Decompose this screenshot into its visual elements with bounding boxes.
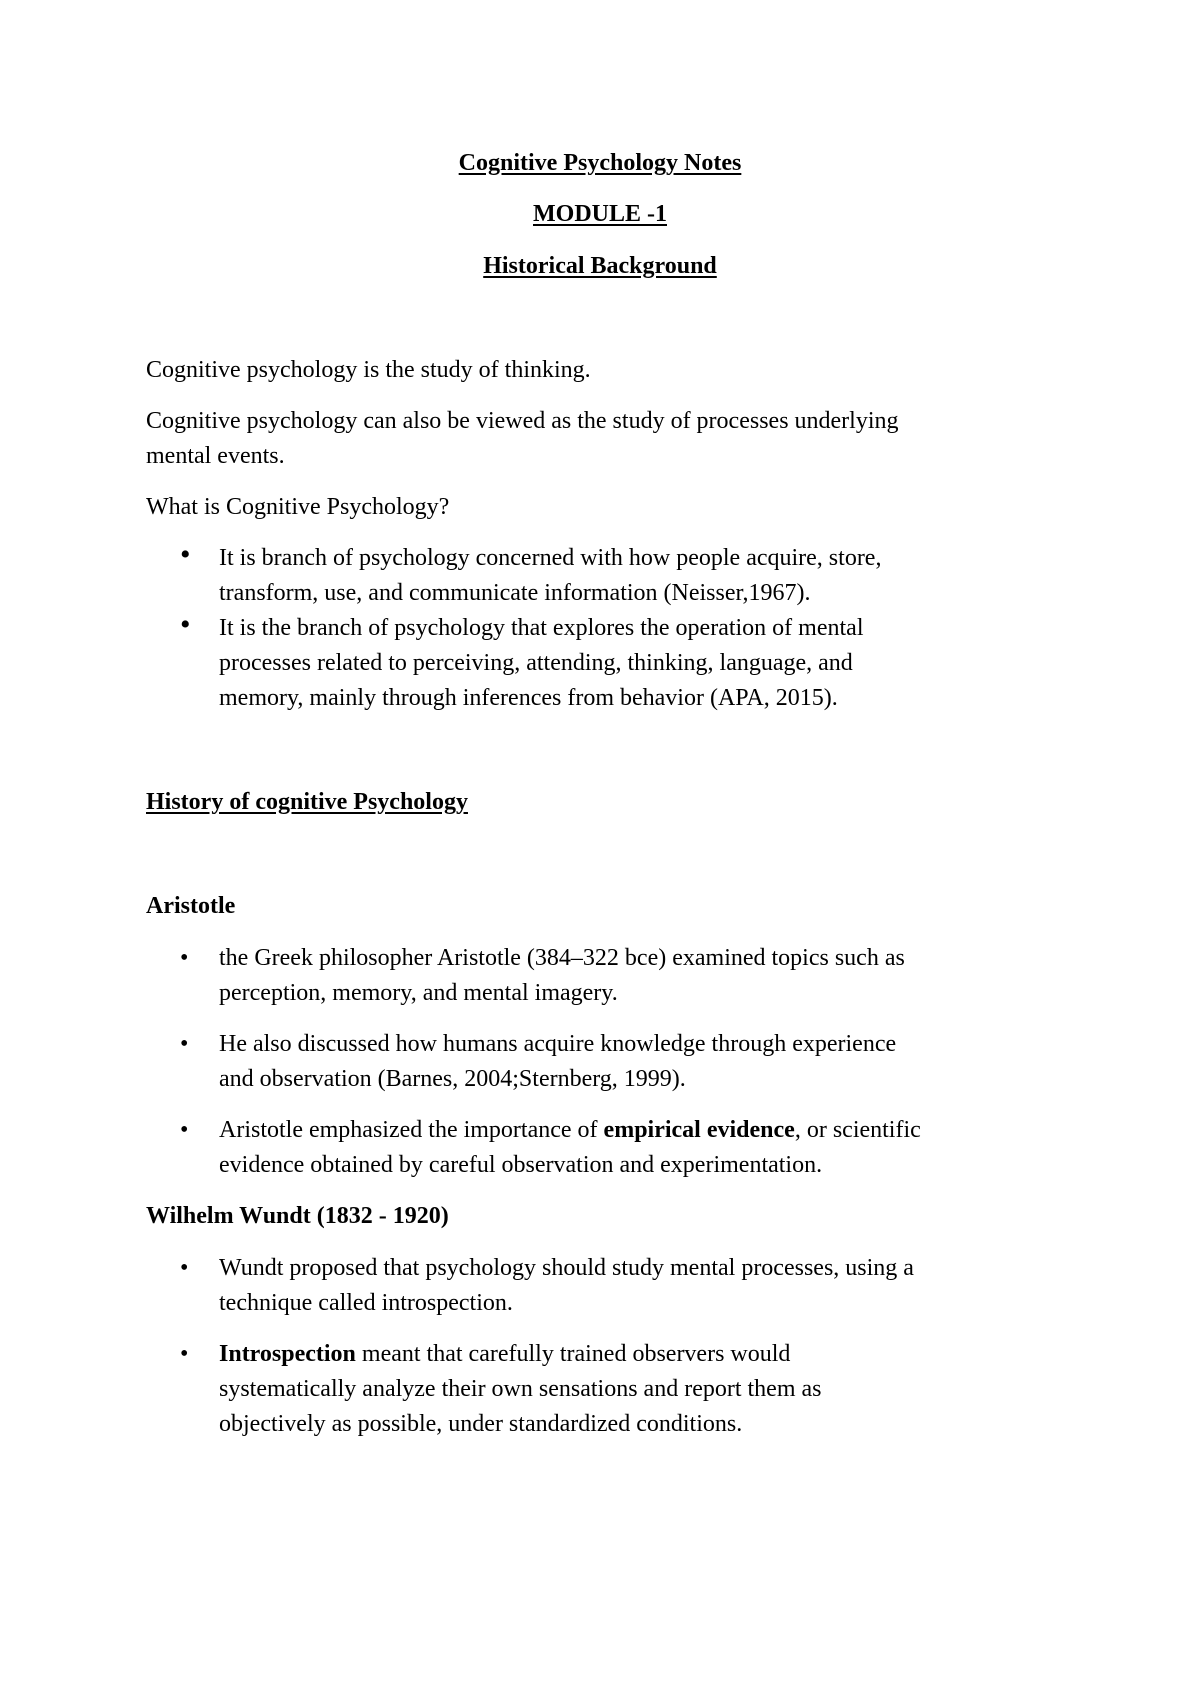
wundt-bullet-1-line-2: technique called introspection. [219, 1290, 513, 1316]
bullet-icon: • [180, 1031, 189, 1057]
bullet-icon: • [180, 538, 191, 571]
intro-bullet-1-line-2: transform, use, and communicate information (Neisser,1967). [219, 580, 811, 606]
aristotle-bullet-3-line-1 [219, 1113, 1079, 1148]
intro-bullet-1-line-1: It is branch of psychology concerned with how people acquire, store, [219, 545, 882, 571]
intro-bullet-2-line-2: processes related to perceiving, attending, thinking, language, and [219, 650, 853, 676]
bullet-icon: • [180, 1255, 189, 1281]
intro-paragraph-2-line-1: Cognitive psychology can also be viewed as the study of processes underlying [146, 408, 899, 434]
module-label: MODULE -1 [533, 201, 667, 227]
wundt-bullet-2-line-3: objectively as possible, under standardized conditions. [219, 1411, 743, 1437]
intro-question: What is Cognitive Psychology? [146, 494, 450, 520]
wundt-bullet-2-line-2: systematically analyze their own sensations and report them as [219, 1376, 822, 1402]
bullet-icon: • [180, 945, 189, 971]
document-title: Cognitive Psychology Notes [458, 150, 742, 176]
wundt-bullet-2-line-1 [219, 1337, 1079, 1372]
bullet-icon: • [180, 1341, 189, 1367]
empirical-evidence-term: empirical evidence [603, 1117, 795, 1143]
intro-paragraph-2-line-2: mental events. [146, 443, 285, 469]
aristotle-bullet-3-line-2: evidence obtained by careful observation and experimentation. [219, 1152, 823, 1178]
aristotle-bullet-1-line-2: perception, memory, and mental imagery. [219, 980, 618, 1006]
wundt-bullet-1-line-1: Wundt proposed that psychology should study mental processes, using a [219, 1255, 914, 1281]
aristotle-bullet-2-line-2: and observation (Barnes, 2004;Sternberg, 1999). [219, 1066, 686, 1092]
aristotle-bullet-1-line-1: the Greek philosopher Aristotle (384–322 bce) examined topics such as [219, 945, 905, 971]
wundt-heading: Wilhelm Wundt (1832 - 1920) [146, 1203, 449, 1229]
bullet-icon: • [180, 608, 191, 641]
intro-paragraph-1: Cognitive psychology is the study of thinking. [146, 357, 591, 383]
intro-bullet-2-line-3: memory, mainly through inferences from behavior (APA, 2015). [219, 685, 838, 711]
aristotle-bullet-3-text-pre: Aristotle emphasized the importance of [219, 1117, 604, 1143]
bullet-icon: • [180, 1117, 189, 1143]
history-heading: History of cognitive Psychology [146, 789, 468, 815]
intro-bullet-2-line-1: It is the branch of psychology that explores the operation of mental [219, 615, 864, 641]
aristotle-heading: Aristotle [146, 893, 236, 919]
introspection-term: Introspection [219, 1341, 356, 1367]
wundt-bullet-2-text-post: meant that carefully trained observers would [355, 1341, 791, 1367]
aristotle-bullet-2-line-1: He also discussed how humans acquire knowledge through experience [219, 1031, 897, 1057]
section-title: Historical Background [483, 253, 717, 279]
aristotle-bullet-3-text-post: , or scientific [794, 1117, 921, 1143]
